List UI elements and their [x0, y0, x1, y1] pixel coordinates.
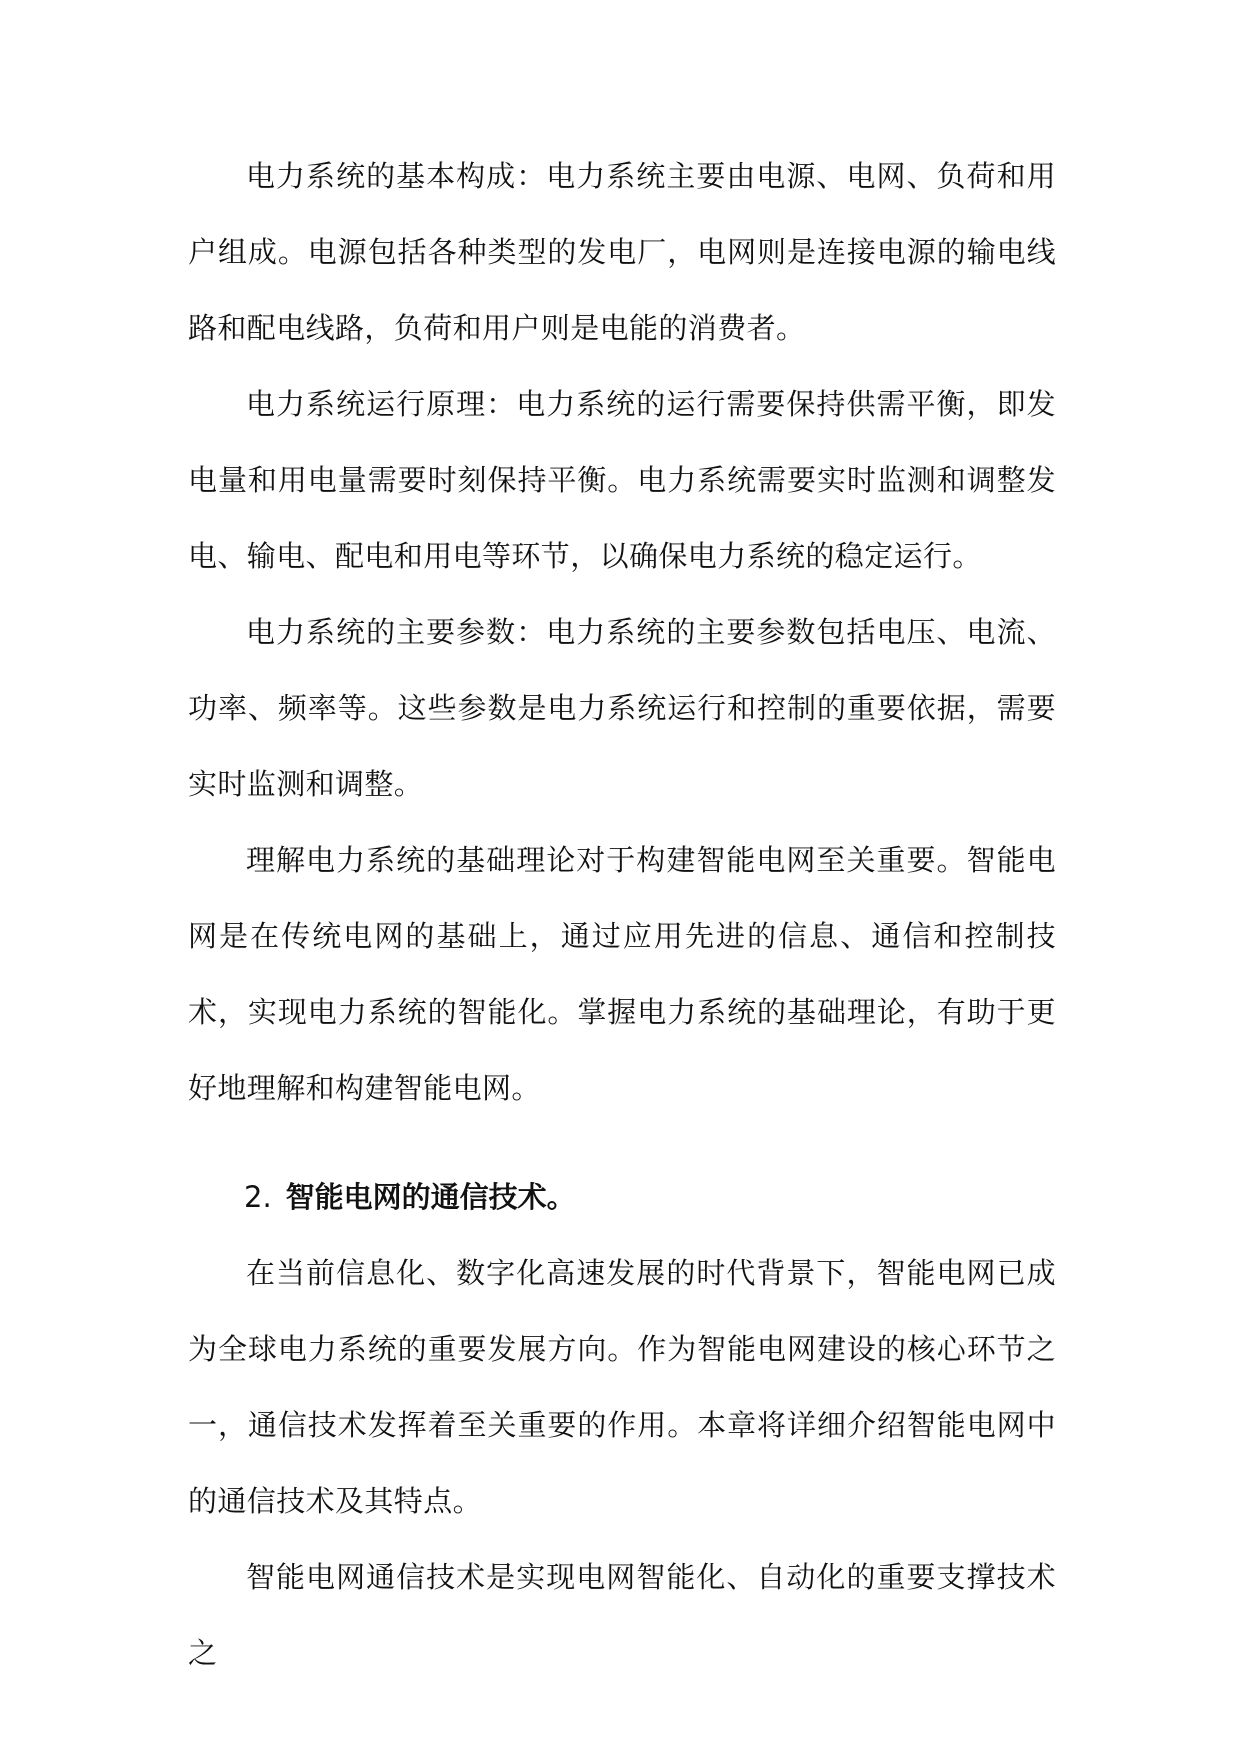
paragraph-power-system-composition: 电力系统的基本构成：电力系统主要由电源、电网、负荷和用户组成。电源包括各种类型的发电厂，电网则是连接电源的输电线路和配电线路，负荷和用户则是电能的消费者。 [188, 159, 1056, 345]
paragraph-main-parameters: 电力系统的主要参数：电力系统的主要参数包括电压、电流、功率、频率等。这些参数是电力系统运行和控制的重要依据，需要实时监测和调整。 [188, 615, 1056, 801]
paragraph-communication-support: 智能电网通信技术是实现电网智能化、自动化的重要支撑技术之 [188, 1560, 1056, 1670]
paragraph-theory-importance: 理解电力系统的基础理论对于构建智能电网至关重要。智能电网是在传统电网的基础上，通过应用先进的信息、通信和控制技术，实现电力系统的智能化。掌握电力系统的基础理论，有助于更好地理解和构建智能电网。 [188, 843, 1056, 1105]
paragraph-communication-intro: 在当前信息化、数字化高速发展的时代背景下，智能电网已成为全球电力系统的重要发展方向。作为智能电网建设的核心环节之一，通信技术发挥着至关重要的作用。本章将详细介绍智能电网中的通信技术及其特点。 [188, 1256, 1056, 1518]
document-body [188, 138, 1056, 1691]
section-title: 智能电网的通信技术。 [285, 1180, 576, 1214]
paragraph-operating-principle: 电力系统运行原理：电力系统的运行需要保持供需平衡，即发电量和用电量需要时刻保持平衡。电力系统需要实时监测和调整发电、输电、配电和用电等环节，以确保电力系统的稳定运行。 [188, 387, 1056, 573]
section-number: 2. [244, 1180, 272, 1214]
section-heading [188, 1159, 1056, 1235]
